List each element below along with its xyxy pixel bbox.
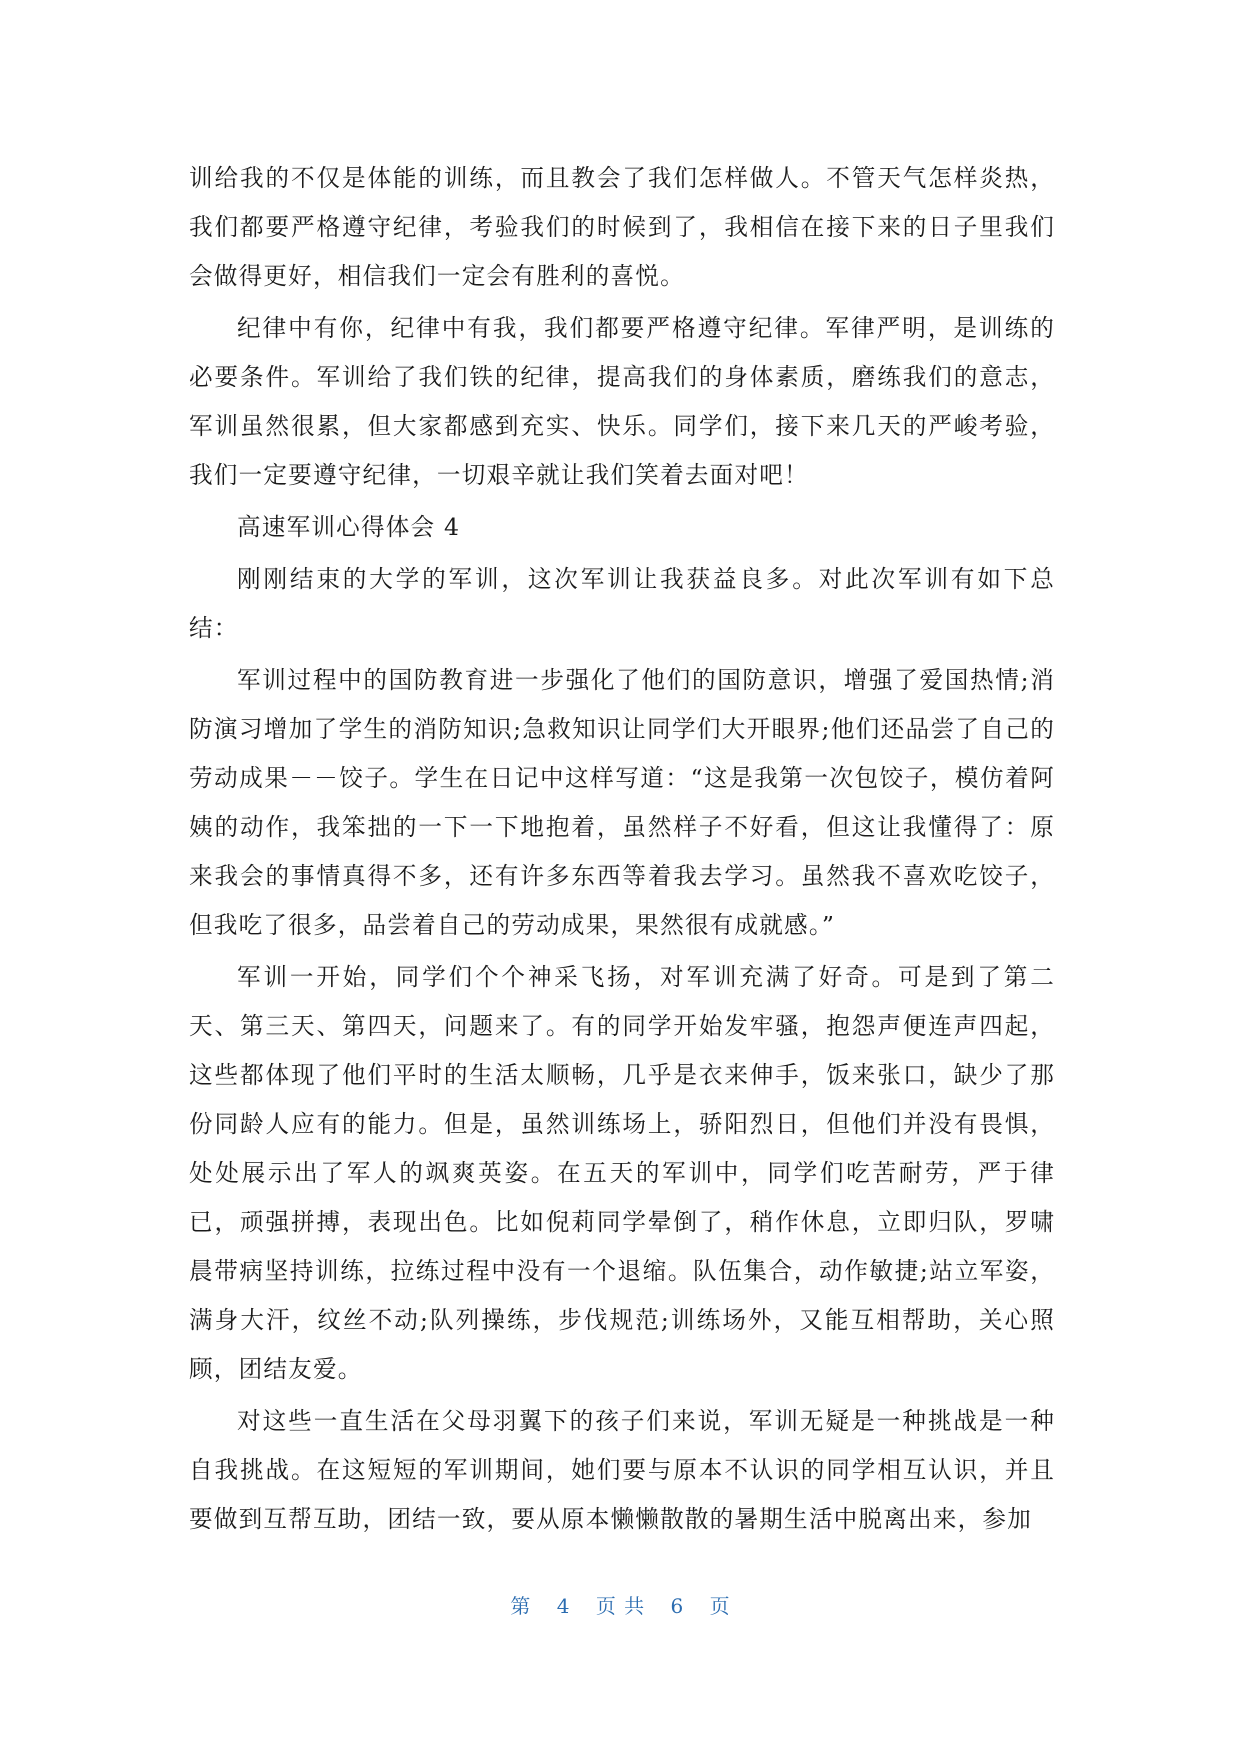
current-page-number: 4 <box>556 1594 571 1618</box>
paragraph: 对这些一直生活在父母羽翼下的孩子们来说，军训无疑是一种挑战是一种自我挑战。在这短短的军训期间，她们要与原本不认识的同学相互认识，并且要做到互帮互助，团结一致，要从原本懒懒散散的暑期生活中脱离出来，参加 <box>189 1407 1055 1533</box>
document-body <box>189 154 1055 1547</box>
section-heading: 高速军训心得体会 4 <box>237 513 461 541</box>
footer-suffix: 页 <box>709 1594 731 1618</box>
paragraph: 训给我的不仅是体能的训练，而且教会了我们怎样做人。不管天气怎样炎热，我们都要严格遵守纪律，考验我们的时候到了，我相信在接下来的日子里我们会做得更好，相信我们一定会有胜利的喜悦。 <box>189 164 1055 290</box>
page-footer <box>0 1590 1241 1619</box>
footer-middle: 页 共 <box>595 1594 646 1618</box>
paragraph: 纪律中有你，纪律中有我，我们都要严格遵守纪律。军律严明，是训练的必要条件。军训给了我们铁的纪律，提高我们的身体素质，磨练我们的意志，军训虽然很累，但大家都感到充实、快乐。同学们，接下来几天的严峻考验，我们一定要遵守纪律，一切艰辛就让我们笑着去面对吧！ <box>189 314 1055 489</box>
paragraph: 军训一开始，同学们个个神采飞扬，对军训充满了好奇。可是到了第二天、第三天、第四天，问题来了。有的同学开始发牢骚，抱怨声便连声四起，这些都体现了他们平时的生活太顺畅，几乎是衣来伸手，饭来张口，缺少了那份同龄人应有的能力。但是，虽然训练场上，骄阳烈日，但他们并没有畏惧，处处展示出了军人的飒爽英姿。在五天的军训中，同学们吃苦耐劳，严于律已，顽强拼搏，表现出色。比如倪莉同学晕倒了，稍作休息，立即归队，罗啸晨带病坚持训练，拉练过程中没有一个退缩。队伍集合，动作敏捷;站立军姿，满身大汗，纹丝不动;队列操练，步伐规范;训练场外，又能互相帮助，关心照顾，团结友爱。 <box>189 963 1055 1383</box>
paragraph: 军训过程中的国防教育进一步强化了他们的国防意识，增强了爱国热情;消防演习增加了学生的消防知识;急救知识让同学们大开眼界;他们还品尝了自己的劳动成果－－饺子。学生在日记中这样写道：“这是我第一次包饺子，模仿着阿姨的动作，我笨拙的一下一下地抱着，虽然样子不好看，但这让我懂得了：原来我会的事情真得不多，还有许多东西等着我去学习。虽然我不喜欢吃饺子，但我吃了很多，品尝着自己的劳动成果，果然很有成就感。” <box>189 666 1055 939</box>
total-page-count: 6 <box>670 1594 685 1618</box>
paragraph: 刚刚结束的大学的军训，这次军训让我获益良多。对此次军训有如下总结： <box>189 565 1055 642</box>
footer-prefix: 第 <box>510 1594 532 1618</box>
